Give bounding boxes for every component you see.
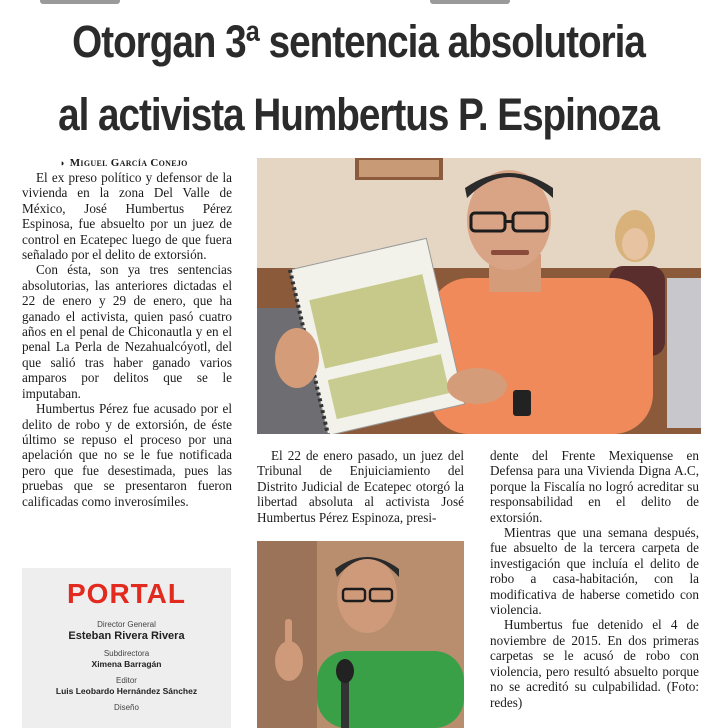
director-name: Esteban Rivera Rivera	[68, 630, 185, 642]
design-role: Diseño	[114, 703, 139, 712]
headline-line-2: al activista Humbertus P. Espinoza	[58, 89, 659, 140]
paragraph: Humbertus fue detenido el 4 de noviembre de 2015. En dos primeras carpetas se le acusó de robo con violencia, pero resultó absuelto porque no se acreditó su culpabilidad. (Foto: redes)	[490, 617, 699, 710]
paragraph: Humbertus Pérez fue acusado por el delito de robo y de extorsión, de éste último se repuso el proceso por una apelación que no se le fue notificada pero que fue desestimada, pues las pruebas que se presentaron fueron calificadas como inverosímiles.	[22, 401, 232, 509]
secondary-photo	[257, 541, 464, 728]
paragraph: dente del Frente Mexiquense en Defensa para una Vivienda Digna A.C, porque la Fiscalía no logró acreditar su responsabilidad en el delito de extorsión.	[490, 448, 699, 525]
paragraph: El 22 de enero pasado, un juez del Tribunal de Enjuiciamiento del Distrito Judicial de Ecatepec otorgó la libertad absoluta al activista José Humbertus Pérez Espinoza, presi-	[257, 448, 464, 525]
subdirector-name: Ximena Barragán	[91, 659, 162, 669]
article-column-3	[490, 448, 699, 710]
editor-role: Editor	[116, 676, 137, 685]
top-rule	[0, 0, 717, 6]
editor-name: Luis Leobardo Hernández Sánchez	[55, 686, 198, 696]
masthead-box	[22, 568, 231, 728]
paragraph: El ex preso político y defensor de la vivienda en la zona Del Valle de México, José Humbertus Pérez Espinosa, fue absuelto por un juez de control en Ecatepec luego de que fuera señalado por el delito de extorsión.	[22, 170, 232, 263]
main-photo-illustration	[257, 158, 701, 434]
portal-logo: PORTAL	[66, 578, 187, 609]
paragraph: Mientras que una semana después, fue absuelto de la tercera carpeta de investigación que incluía el delito de robo a casa-habitación, con la modificativa de haberse cometido con violencia.	[490, 525, 699, 618]
headline-line-1: Otorgan 3ª sentencia absolutoria	[72, 16, 645, 67]
paragraph: Con ésta, son ya tres sentencias absolutorias, las anteriores dictadas el 22 de enero y 29 de enero, que ha ganado el activista, quien pasó cuatro años en el penal de Chiconautla y en el penal La Perla de Nezahualcóyotl, del que salió tras haber ganado varios amparos por delitos que se le imputaban.	[22, 262, 232, 401]
subdirector-role: Subdirectora	[103, 649, 150, 658]
article-column-2	[257, 448, 464, 525]
byline	[60, 157, 188, 169]
main-photo	[257, 158, 701, 434]
director-role: Director General	[97, 620, 156, 629]
secondary-photo-illustration	[257, 541, 464, 728]
byline-marker-icon: ◗	[60, 158, 66, 168]
article-column-1	[22, 170, 232, 509]
byline-author: Miguel García Conejo	[69, 157, 188, 169]
